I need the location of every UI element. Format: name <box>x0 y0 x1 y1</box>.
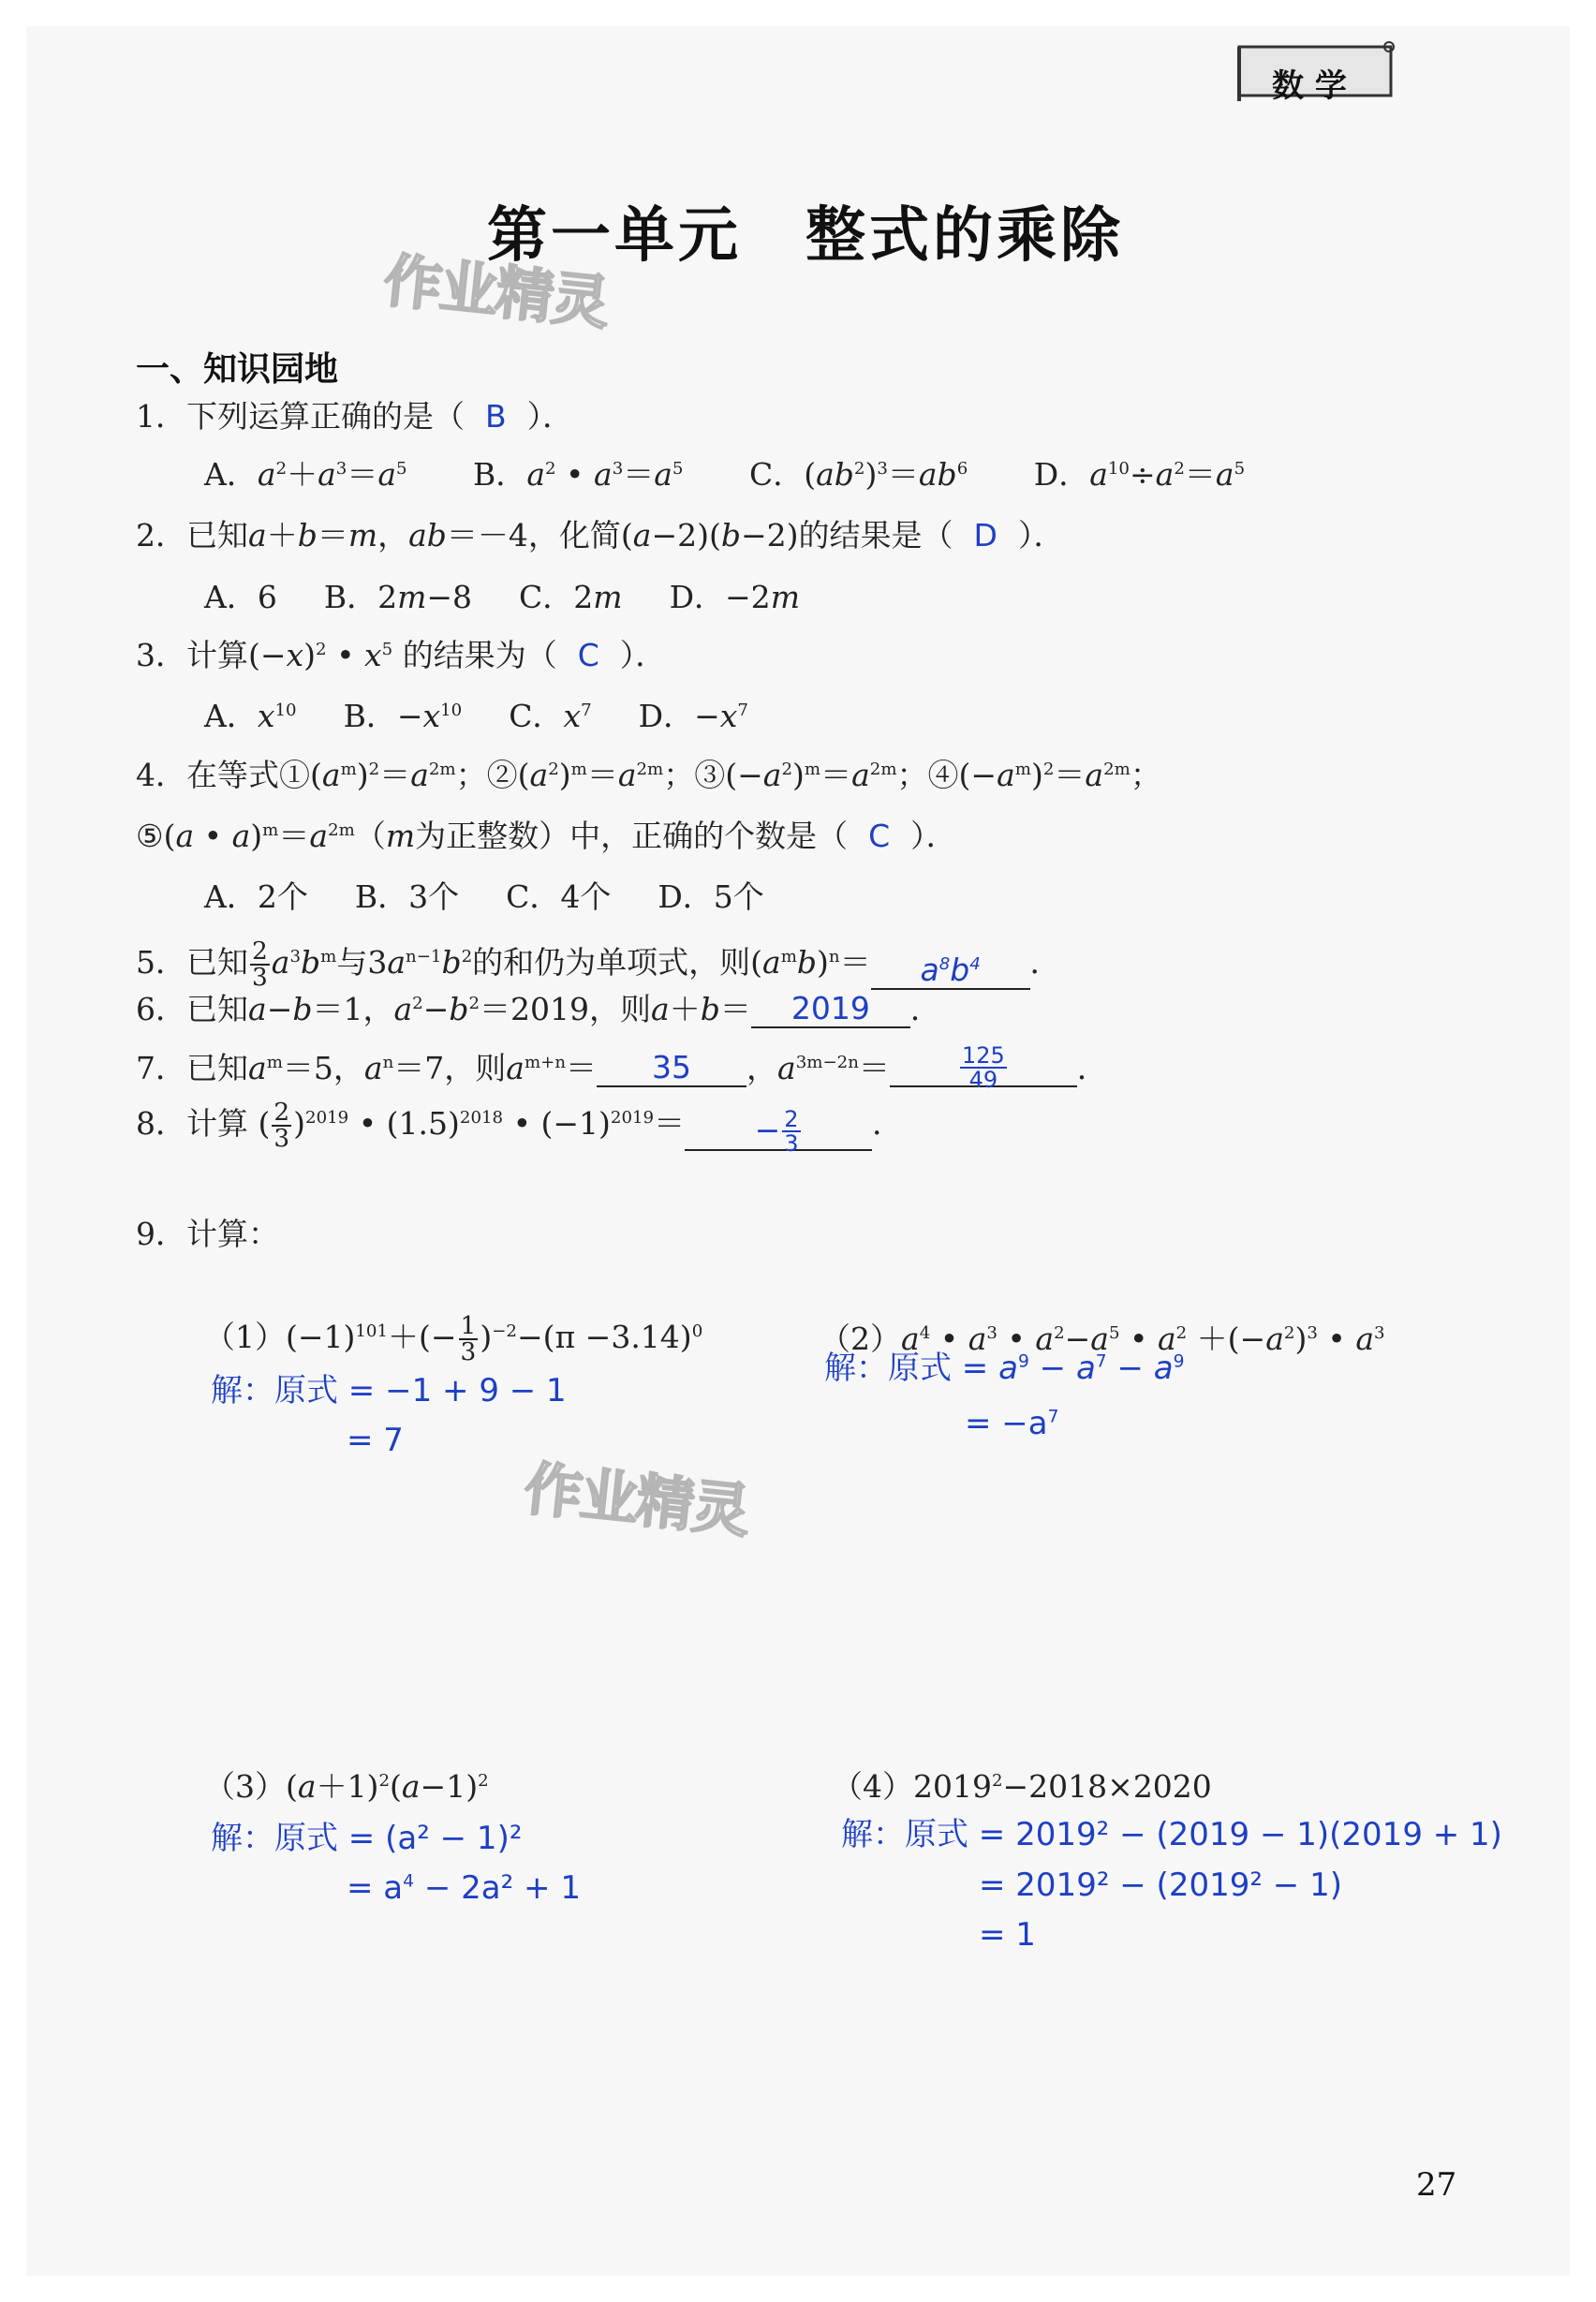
question-3-options: A．$x^{10}$ B．$-x^{10}$ C．$x^7$ D．$-x^7$ <box>204 698 748 734</box>
solution-4-line1: 解：原式 = 2019² − (2019 − 1)(2019 + 1) <box>841 1816 1502 1853</box>
question-3: 3．计算$(-x)^2$ • $x^5$ 的结果为（ C ）． <box>136 637 667 673</box>
solution-2-line1: 解：原式 = $a^9 - a^7 - a^9$ <box>824 1350 1185 1387</box>
problem-1: $(1)(-1)^{101}+(-$ $\frac{1}{3}$ )$^{-2}-(\pi -3.14)^0$ <box>204 1310 703 1366</box>
solution-3-line2: = $a^4 - 2a^2 + 1$ <box>347 1869 581 1907</box>
question-5: 5．已知 $\frac{2}{3}$ $a^3b^m$与$3a^{n-1}b^2$的和仍为单项式，则$(a^mb)^n= a^8b^4$ ． <box>136 936 1061 992</box>
question-2-options: A．6 B．2m−8 C．2m D．−2m <box>204 579 800 615</box>
watermark-logo: 作业精灵 <box>521 1454 752 1546</box>
question-4-options: A．2个 B．3个 C．4个 D．5个 <box>204 878 764 915</box>
question-7: 7．已知$a^m=5$，$a^n=7$，则$a^{m+n}= 35$ ，$a^{3m-2n}=$ $\frac{125}{49}$ ． <box>136 1042 1108 1093</box>
answer-q7a: 35 <box>652 1049 692 1085</box>
solution-4-line2: = 2019² − (2019² − 1) <box>979 1867 1342 1904</box>
question-9-label: 9．计算： <box>136 1216 279 1252</box>
solution-1-line2: = 7 <box>347 1422 404 1459</box>
page-title: 第一单元 整式的乘除 <box>487 201 1124 271</box>
answer-q1: B <box>485 398 507 435</box>
question-1: 1．下列运算正确的是（ B ）． <box>136 398 574 435</box>
question-8: 8．计算 ( $\frac{2}{3}$ )$^{2019}$ • $(1.5)^{2018}$ • $(-1)^{2019}=$ − $\frac{2}{3}$ ． <box>136 1097 904 1158</box>
problem-2: $(2)a^4$ • $a^3$ • $a^2-a^5$ • $a^2 +(-a^2)^3$ • $a^3$ <box>820 1321 1385 1357</box>
section-heading: 一、知识园地 <box>136 350 339 389</box>
question-1-options: A．$a^2+a^3=a^5$ B．$a^2$ • $a^3=a^5$ C．$(ab^2)^3=ab^6$ D．$a^{10}\div a^2=a^5$ <box>204 456 1246 493</box>
question-4-line2: ⑤(a • $a)^m=a^{2m}(m$为正整数）中，正确的个数是（ C ）． <box>136 818 957 854</box>
page-number: 27 <box>1416 2166 1457 2204</box>
solution-4-line3: = 1 <box>979 1916 1036 1954</box>
solution-2-line2: = $-a^7$ <box>965 1405 1059 1442</box>
answer-q8: − $\frac{2}{3}$ <box>754 1106 799 1158</box>
question-6: 6．已知a−b＝1，$a^2-b^2=2019$，则a＋b＝ 2019 ． <box>136 990 941 1027</box>
answer-q6: 2019 <box>791 990 870 1026</box>
solution-3-line1: 解：原式 = (a² − 1)² <box>211 1820 523 1857</box>
problem-4: $(4)2019^2-2018\times 2020$ <box>832 1768 1212 1805</box>
watermark-logo: 作业精灵 <box>380 245 612 338</box>
problem-3: $(3)(a+1)^2(a-1)^2$ <box>204 1768 489 1805</box>
answer-q7b: $\frac{125}{49}$ <box>962 1042 1005 1093</box>
answer-q3: C <box>577 637 599 673</box>
subject-label: 数 学 <box>1272 67 1347 105</box>
question-4-line1: 4．在等式$①(a^m)^2=a^{2m}$；$②(a^2)^m=a^{2m}$；$③(-a^2)^m=a^{2m}$；$④(-a^m)^2=a^{2m}$； <box>136 757 1161 793</box>
solution-1-line1: 解：原式 = −1 + 9 − 1 <box>211 1372 567 1409</box>
answer-q2: D <box>973 517 998 553</box>
question-2: 2．已知a＋b＝m，ab＝－4，化简(a−2)(b−2)的结果是（ D ）． <box>136 517 1065 553</box>
answer-q4: C <box>868 818 891 854</box>
answer-q5: $a^8b^4$ <box>920 952 981 989</box>
